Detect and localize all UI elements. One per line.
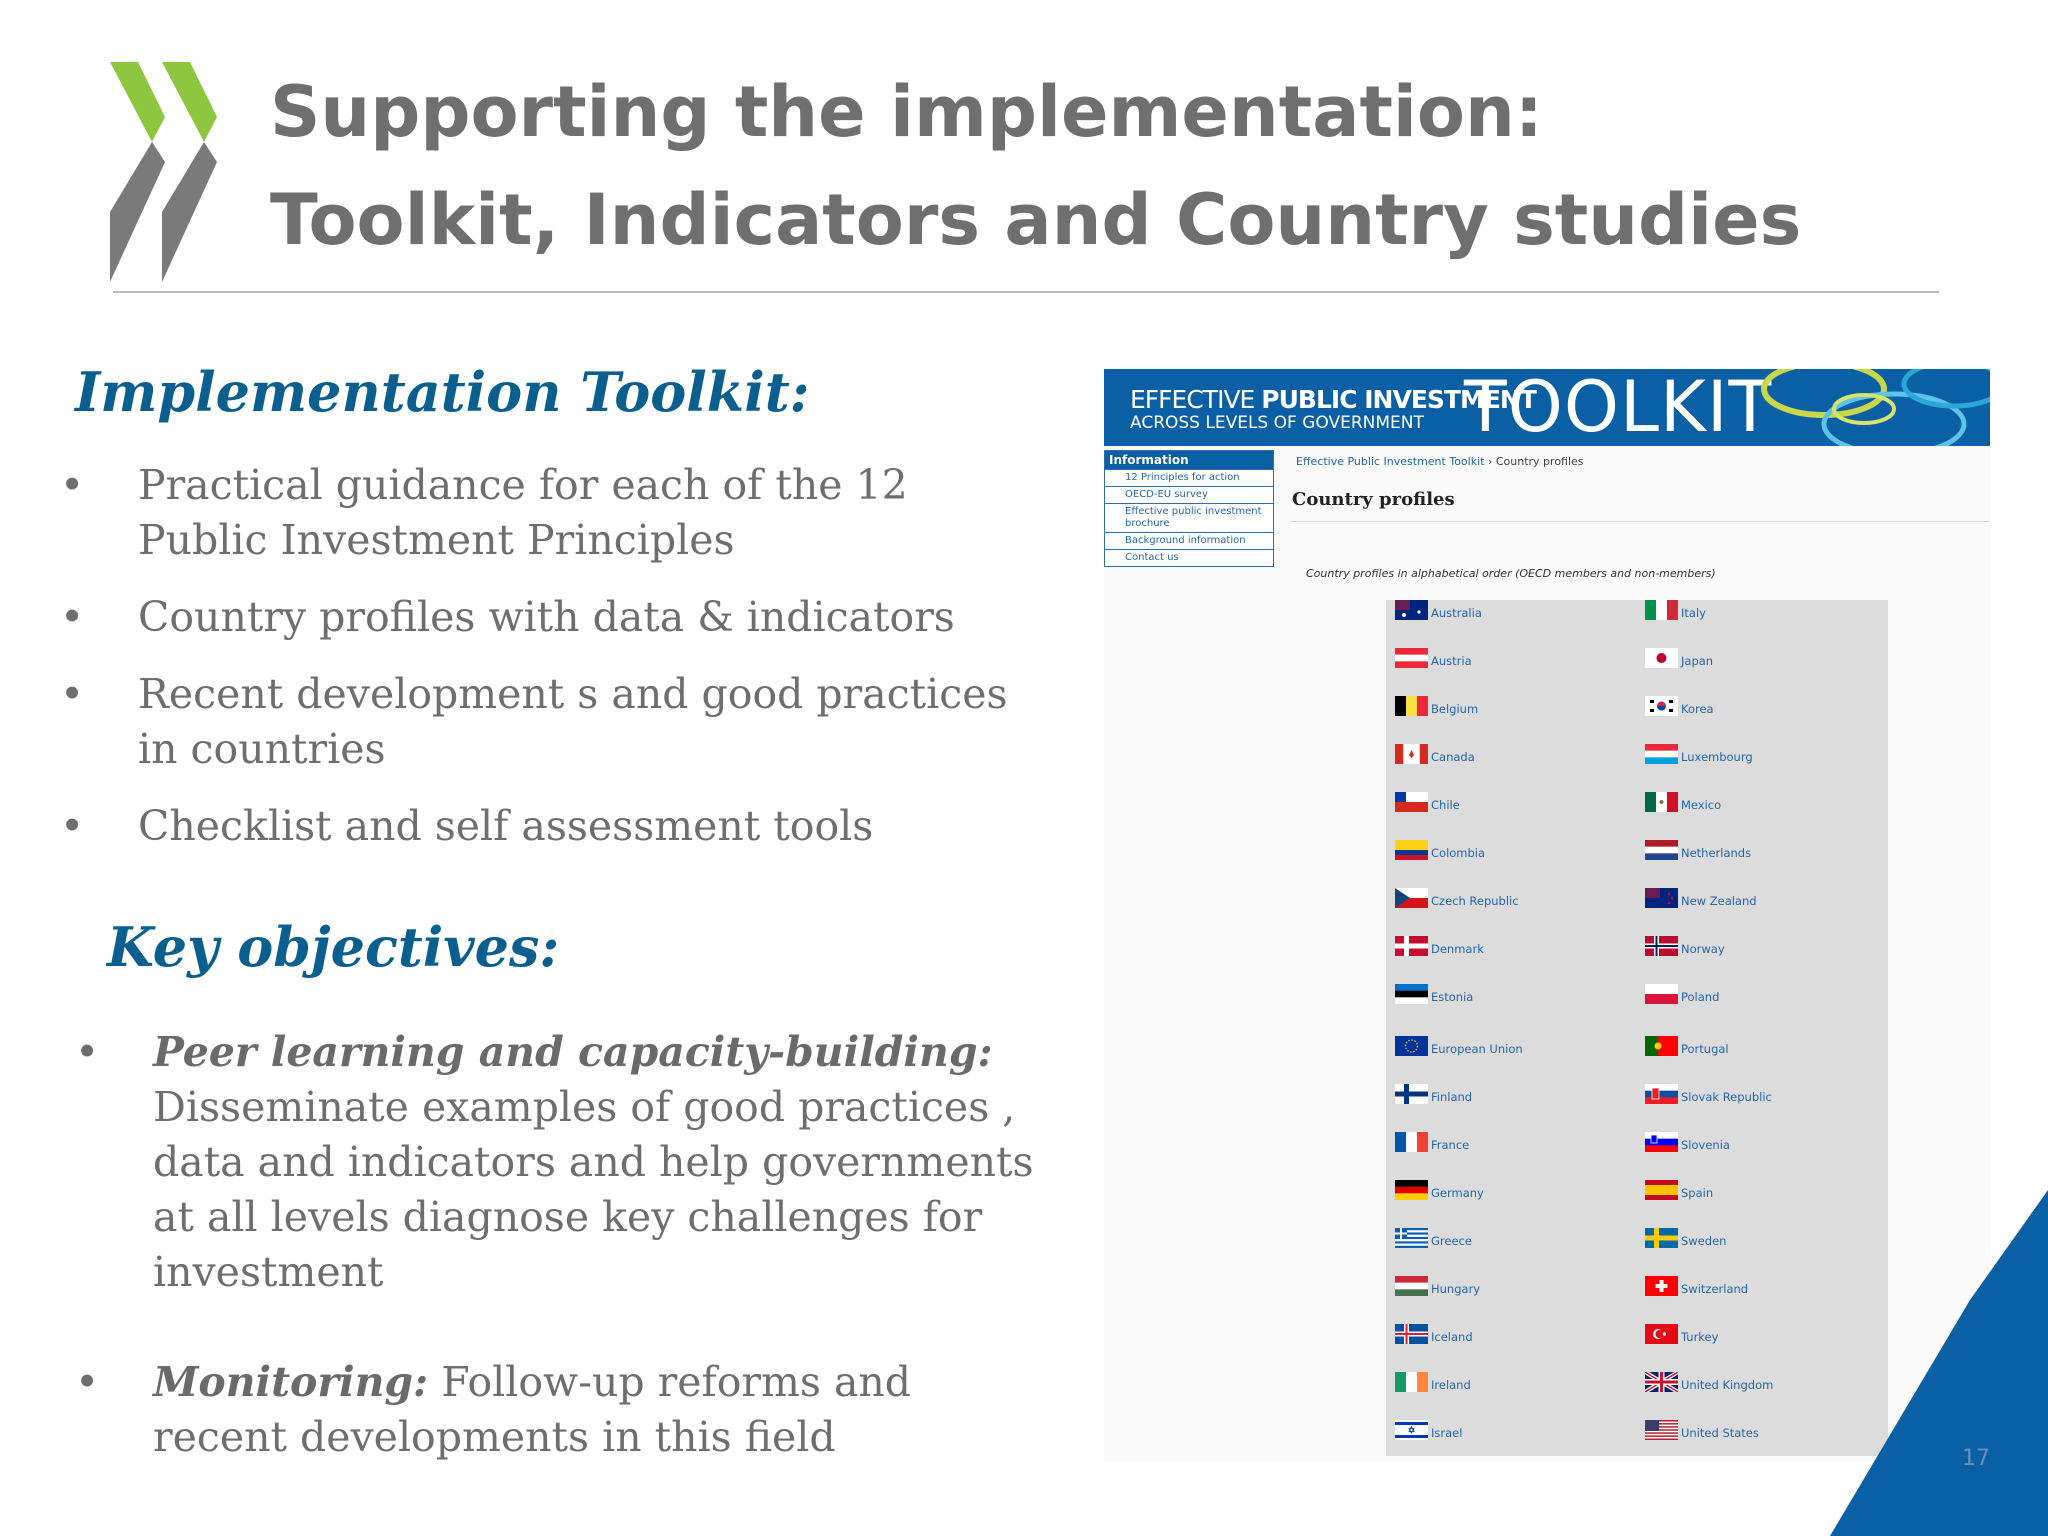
country-name: Italy [1681,606,1706,620]
title-line-2: Toolkit, Indicators and Country studies [270,179,1802,261]
country-grid [1386,600,1888,1456]
info-sidebar [1104,450,1274,567]
flag-luxembourg-icon [1645,744,1678,764]
flag-israel-icon [1395,1420,1428,1440]
breadcrumb-current: Country profiles [1495,455,1584,468]
flag-chile-icon [1395,792,1428,812]
country-name: Austria [1431,654,1472,668]
flag-netherlands-icon [1645,840,1678,860]
flag-mexico-icon [1645,792,1678,812]
country-name: Hungary [1431,1282,1481,1296]
sidebar-heading: Information [1105,451,1273,469]
title-underline [1290,521,1990,522]
list-item: • Country profiles with data & indicators [60,593,955,641]
page-subtitle: Country profiles in alphabetical order (OECD members and non-members) [1306,567,1716,580]
country-name: Colombia [1431,846,1486,860]
country-name: Ireland [1431,1378,1471,1392]
flag-spain-icon [1645,1180,1678,1200]
country-name: Czech Republic [1431,894,1519,908]
country-name: Greece [1431,1234,1472,1248]
country-name: Belgium [1431,702,1479,716]
toolkit-heading: Implementation Toolkit: [75,360,810,424]
country-name: Chile [1431,798,1460,812]
flag-portugal-icon [1645,1036,1678,1056]
flag-ireland-icon [1395,1372,1428,1392]
flag-estonia-icon [1395,984,1428,1004]
country-name: European Union [1431,1042,1523,1056]
corner-decoration [1830,1190,2048,1536]
flag-greece-icon [1395,1228,1428,1248]
country-name: Switzerland [1681,1282,1749,1296]
flag-germany-icon [1395,1180,1428,1200]
country-name: Slovak Republic [1681,1090,1772,1104]
country-name: Australia [1431,606,1482,620]
flag-united-kingdom-icon [1645,1372,1678,1392]
banner-swirls-decoration [1744,369,1990,446]
flag-poland-icon [1645,984,1678,1004]
oecd-chevron-logo [110,62,220,282]
objectives-bullet-list [75,1025,1035,1520]
flag-finland-icon [1395,1084,1428,1104]
sidebar-item-principles[interactable]: 12 Principles for action [1105,469,1273,486]
country-name: Canada [1431,750,1475,764]
list-item: • Monitoring: Follow-up reforms and recent developments in this field [75,1358,912,1461]
sidebar-item-background[interactable]: Background information [1105,532,1273,549]
flag-norway-icon [1645,936,1678,956]
page-number: 17 [1962,1446,1990,1471]
flag-european-union-icon [1395,1036,1428,1056]
country-name: Poland [1681,990,1720,1004]
country-name: Korea [1681,702,1714,716]
country-name: New Zealand [1681,894,1757,908]
flag-france-icon [1395,1132,1428,1152]
sidebar-item-survey[interactable]: OECD-EU survey [1105,486,1273,503]
list-item: • Practical guidance for each of the 12 Public Investment Principles [60,461,908,564]
flag-colombia-icon [1395,840,1428,860]
country-name: Slovenia [1681,1138,1730,1152]
flag-denmark-icon [1395,936,1428,956]
flag-belgium-icon [1395,696,1428,716]
flag-switzerland-icon [1645,1276,1678,1296]
flag-turkey-icon [1645,1324,1678,1344]
flag-czech-republic-icon [1395,888,1428,908]
flag-hungary-icon [1395,1276,1428,1296]
country-name: France [1431,1138,1470,1152]
country-name: Estonia [1431,990,1474,1004]
flag-slovak-republic-icon [1645,1084,1678,1104]
banner-line-1: EFFECTIVE PUBLIC INVESTMENT [1130,385,1536,414]
country-name: United States [1681,1426,1759,1440]
country-name: Finland [1431,1090,1473,1104]
country-name: Netherlands [1681,846,1752,860]
breadcrumb-parent-link[interactable]: Effective Public Investment Toolkit [1296,455,1485,468]
flag-new-zealand-icon [1645,888,1678,908]
country-name: Turkey [1681,1330,1719,1344]
country-name: Sweden [1681,1234,1727,1248]
country-name: Spain [1681,1186,1714,1200]
country-name: United Kingdom [1681,1378,1774,1392]
flag-austria-icon [1395,648,1428,668]
title-line-1: Supporting the implementation: [270,71,1543,153]
sidebar-item-contact[interactable]: Contact us [1105,549,1273,566]
country-name: Israel [1431,1426,1463,1440]
page-title: Country profiles [1292,489,1455,510]
flag-united-states-icon [1645,1420,1678,1440]
country-name: Japan [1681,654,1714,668]
flag-japan-icon [1645,648,1678,668]
title-divider [113,291,1939,293]
list-item: • Peer learning and capacity-building: Disseminate examples of good practices , data and indicators and help governments at all levels diagnose key challenges for investment [75,1028,1034,1296]
slide-title [270,58,1801,274]
country-name: Norway [1681,942,1725,956]
country-name: Denmark [1431,942,1484,956]
breadcrumb: Effective Public Investment Toolkit › Country profiles [1296,455,1584,468]
flag-iceland-icon [1395,1324,1428,1344]
toolkit-banner [1104,369,1990,446]
flag-korea-icon [1645,696,1678,716]
country-name: Iceland [1431,1330,1473,1344]
flag-italy-icon [1645,600,1678,620]
objectives-heading: Key objectives: [107,915,560,979]
flag-sweden-icon [1645,1228,1678,1248]
sidebar-item-brochure[interactable]: Effective public investment brochure [1105,503,1273,532]
flag-canada-icon [1395,744,1428,764]
list-item: • Checklist and self assessment tools [60,802,874,850]
banner-toolkit-word: TOOLKIT [1464,369,1773,446]
country-name: Germany [1431,1186,1484,1200]
country-name: Portugal [1681,1042,1729,1056]
flag-slovenia-icon [1645,1132,1678,1152]
list-item: • Recent development s and good practices in countries [60,670,1008,773]
flag-australia-icon [1395,600,1428,620]
toolkit-bullet-list [60,458,1040,876]
country-name: Mexico [1681,798,1722,812]
country-name: Luxembourg [1681,750,1753,764]
banner-line-2: ACROSS LEVELS OF GOVERNMENT [1130,413,1424,433]
